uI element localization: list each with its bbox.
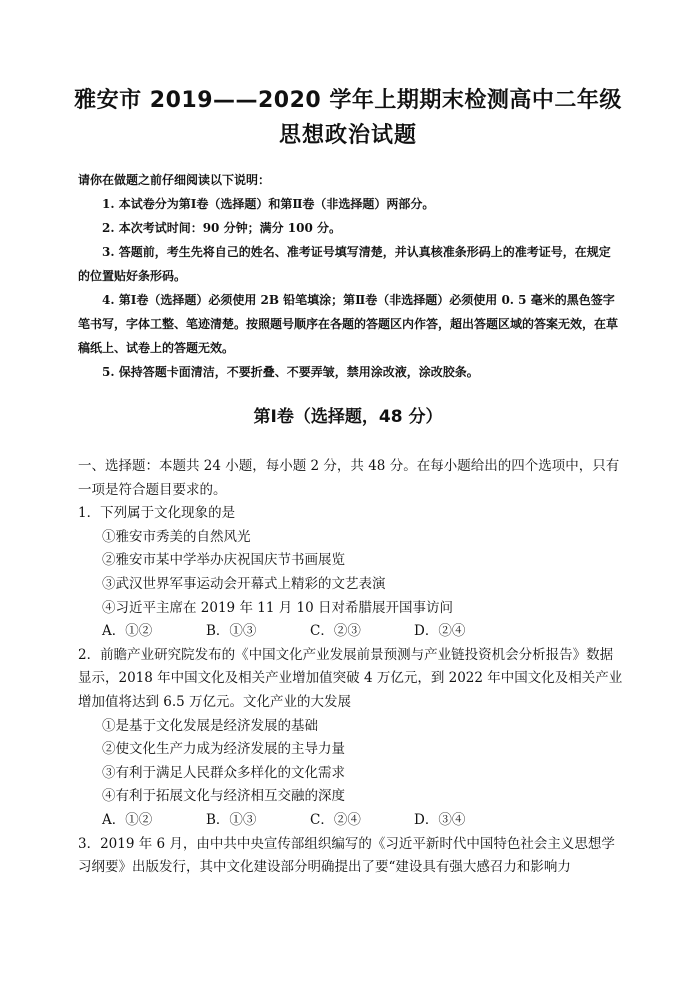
instruction-item: 1. 本试卷分为第Ⅰ卷（选择题）和第Ⅱ卷（非选择题）两部分。 <box>102 197 435 211</box>
question-option: ①雅安市秀美的自然风光 <box>102 528 251 545</box>
question-option: ①是基于文化发展是经济发展的基础 <box>102 717 318 734</box>
choice-a: A．①② <box>102 811 153 828</box>
answer-choices <box>78 620 623 644</box>
instructions-block <box>78 168 618 384</box>
choice-b: B．①③ <box>206 623 257 640</box>
answer-choices <box>78 809 623 833</box>
question-option: ②使文化生产力成为经济发展的主导力量 <box>102 741 345 758</box>
question-option: ③武汉世界军事运动会开幕式上精彩的文艺表演 <box>102 575 386 592</box>
exam-title: 雅安市 2019——2020 学年上期期末检测高中二年级 <box>74 88 622 113</box>
instruction-item: 2. 本次考试时间：90 分钟；满分 100 分。 <box>102 221 341 235</box>
instruction-item: 5. 保持答题卡面清洁，不要折叠、不要弄皱，禁用涂改液，涂改胶条。 <box>102 365 479 379</box>
choice-c: C．②③ <box>310 623 361 640</box>
question-option: ③有利于满足人民群众多样化的文化需求 <box>102 764 345 781</box>
instruction-item: 3. 答题前，考生先将自己的姓名、准考证号填写清楚，并认真核准条形码上的准考证号，在规定的位置贴好条形码。 <box>78 245 611 283</box>
question-option: ②雅安市某中学举办庆祝国庆节书画展览 <box>102 552 345 569</box>
choice-b: B．①③ <box>206 811 257 828</box>
question-stem: 1．下列属于文化现象的是 <box>78 505 236 522</box>
question-option: ④有利于拓展文化与经济相互交融的深度 <box>102 788 345 805</box>
instruction-item: 4. 第Ⅰ卷（选择题）必须使用 2B 铅笔填涂；第Ⅱ卷（非选择题）必须使用 0. 5 毫米的黑色签字笔书写，字体工整、笔迹清楚。按照题号顺序在各题的答题区内作答，超出答题区域的答案无效，在草稿纸上、试卷上的答题无效。 <box>78 293 619 355</box>
choice-d: D．②④ <box>414 623 466 640</box>
instructions-intro: 请你在做题之前仔细阅读以下说明： <box>78 173 271 187</box>
question-stem: 2．前瞻产业研究院发布的《中国文化产业发展前景预测与产业链投资机会分析报告》数据显示，2018 年中国文化及相关产业增加值突破 4 万亿元，到 2022 年中国文化及相关产业增加值将达到 6.5 万亿元。文化产业的大发展 <box>78 646 623 710</box>
section-intro: 一、选择题：本题共 24 小题，每小题 2 分，共 48 分。在每小题给出的四个选项中，只有一项是符合题目要求的。 <box>78 458 620 498</box>
choice-c: C．②④ <box>310 811 361 828</box>
question-option: ④习近平主席在 2019 年 11 月 10 日对希腊展开国事访问 <box>102 599 453 616</box>
question-stem: 3．2019 年 6 月，由中共中央宣传部组织编写的《习近平新时代中国特色社会主义思想学习纲要》出版发行，其中文化建设部分明确提出了要“建设具有强大感召力和影响力 <box>78 835 615 876</box>
exam-subtitle: 思想政治试题 <box>278 123 417 148</box>
choice-a: A．①② <box>102 623 153 640</box>
choice-d: D．③④ <box>414 811 466 828</box>
section-title: 第Ⅰ卷（选择题，48 分） <box>253 407 443 427</box>
questions-block <box>78 455 623 880</box>
